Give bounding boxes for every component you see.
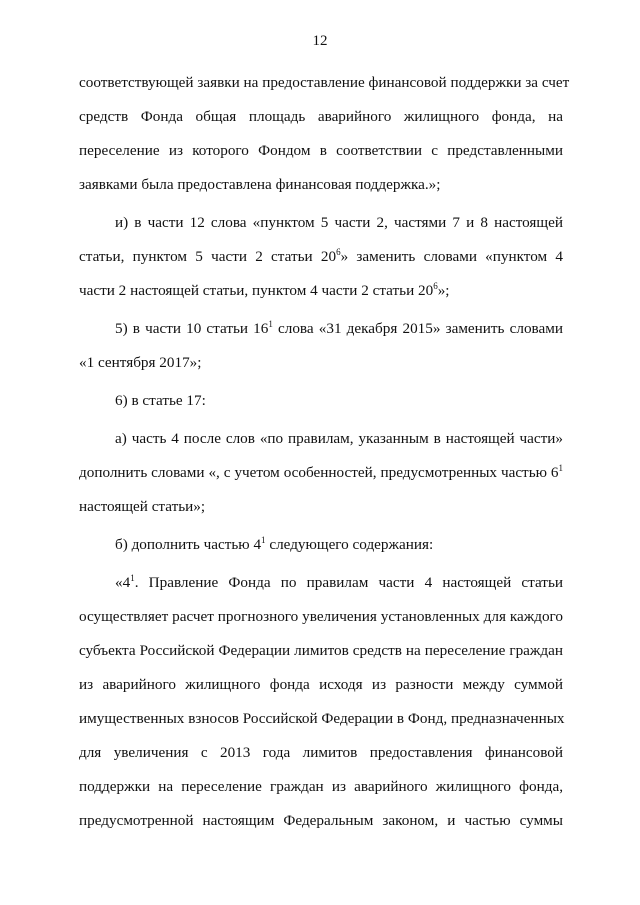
text-line: статьи, пунктом 5 части 2 статьи $20^6$» заменить словами «пунктом 4	[79, 247, 563, 265]
text-line: поддержки на переселение граждан из аварийного жилищного фонда,	[79, 778, 563, 795]
text-line: «$4^1$. Правление Фонда по правилам части 4 настоящей статьи	[115, 573, 563, 591]
text-line: б) дополнить частью $4^1$ следующего содержания:	[115, 535, 434, 553]
text-line: 6) в статье 17:	[115, 392, 206, 409]
text-line: и) в части 12 слова «пунктом 5 части 2, частями 7 и 8 настоящей	[115, 214, 563, 231]
text-line: для увеличения с 2013 года лимитов предоставления финансовой	[79, 744, 563, 761]
text-line: «1 сентября 2017»;	[79, 354, 202, 371]
body-text	[79, 66, 570, 838]
page-number: 12	[312, 33, 328, 49]
text-line: предусмотренной настоящим Федеральным законом, и частью суммы	[79, 812, 563, 829]
text-line: заявками была предоставлена финансовая поддержка.»;	[79, 176, 441, 193]
text-line: имущественных взносов Российской Федерации в Фонд, предназначенных	[79, 710, 565, 727]
text-line: части 2 настоящей статьи, пунктом 4 части 2 статьи $20^6$»;	[79, 281, 450, 299]
text-line: осуществляет расчет прогнозного увеличения установленных для каждого	[79, 608, 563, 625]
text-line: из аварийного жилищного фонда исходя из разности между суммой	[79, 676, 563, 693]
text-line: 5) в части 10 статьи $16^1$ слова «31 декабря 2015» заменить словами	[115, 319, 563, 337]
text-line: а) часть 4 после слов «по правилам, указанным в настоящей части»	[115, 430, 563, 447]
text-line: дополнить словами «, с учетом особенностей, предусмотренных частью $6^1$	[79, 463, 563, 481]
text-line: субъекта Российской Федерации лимитов средств на переселение граждан	[79, 642, 563, 659]
text-line: переселение из которого Фондом в соответствии с представленными	[79, 142, 563, 159]
text-line: средств Фонда общая площадь аварийного жилищного фонда, на	[79, 108, 563, 125]
text-line: настоящей статьи»;	[79, 498, 206, 515]
text-line: соответствующей заявки на предоставление финансовой поддержки за счет	[79, 74, 570, 91]
